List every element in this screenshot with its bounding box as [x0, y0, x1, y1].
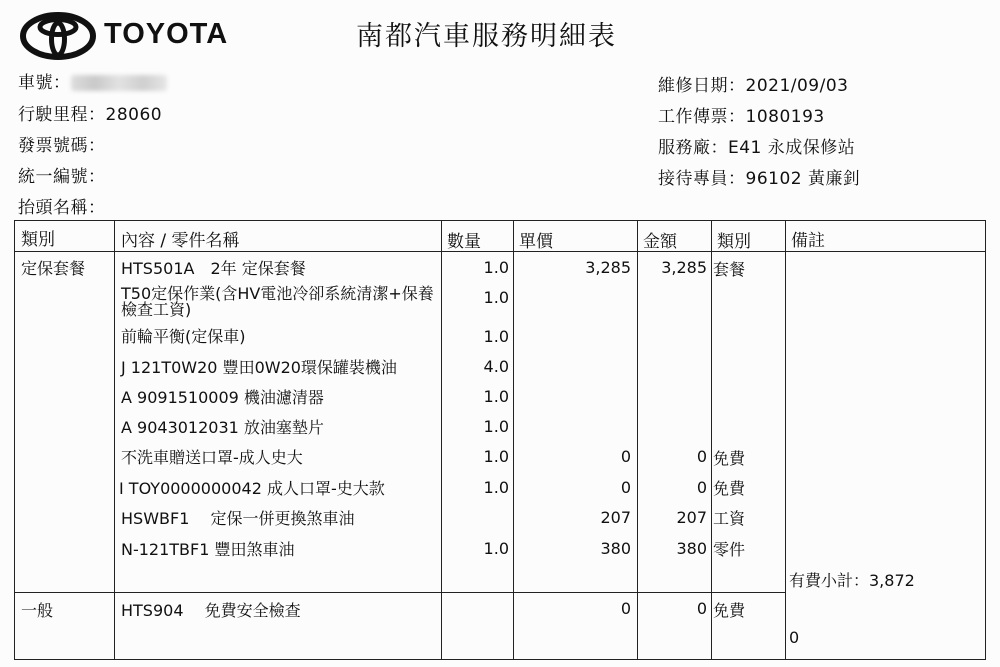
info-value: 1080193: [745, 107, 825, 127]
info-vehicle-number: [18, 68, 167, 93]
info-value: 28060: [105, 105, 163, 125]
item-description: HTS904 免費安全檢查: [121, 601, 301, 620]
group-category: 一般: [21, 601, 54, 620]
item-description: A 9043012031 放油塞墊片: [121, 418, 324, 437]
item-amount: 207: [676, 508, 707, 527]
item-description: N-121TBF1 豐田煞車油: [121, 540, 295, 559]
paid-subtotal: 有費小計：3,872: [789, 571, 915, 590]
toyota-logo: [20, 12, 240, 60]
info-repair-date: [658, 71, 848, 96]
info-value: E41 永成保修站: [728, 138, 856, 158]
info-label: 接待專員：: [658, 169, 746, 189]
item-unit-price: 380: [600, 539, 631, 558]
item-type: 免費: [713, 449, 746, 468]
item-unit-price: 3,285: [585, 258, 631, 277]
info-label: 抬頭名稱：: [18, 198, 106, 218]
toyota-emblem-icon: [20, 12, 96, 60]
item-type: 免費: [713, 479, 746, 498]
info-label: 維修日期：: [658, 76, 746, 96]
item-quantity: 1.0: [483, 327, 509, 346]
header-remarks: 備註: [791, 231, 825, 251]
header-type: 類別: [717, 232, 751, 252]
item-unit-price: 0: [620, 478, 631, 497]
item-description: HTS501A 2年 定保套餐: [121, 259, 306, 278]
item-quantity: 1.0: [483, 539, 509, 558]
column-divider: [114, 221, 115, 659]
header-divider: [15, 251, 985, 252]
info-invoice-number: [18, 131, 106, 156]
group-category: 定保套餐: [21, 259, 86, 278]
info-work-ticket: [658, 102, 825, 127]
item-amount: 0: [696, 478, 707, 497]
item-unit-price: 0: [620, 447, 631, 466]
item-description: A 9091510009 機油濾清器: [121, 388, 324, 407]
header-unit-price: 單價: [519, 232, 553, 252]
item-quantity: 1.0: [483, 258, 509, 277]
info-service-advisor: [658, 164, 860, 189]
header-category: 類別: [21, 230, 55, 250]
column-divider: [637, 221, 638, 659]
info-label: 車號：: [18, 73, 71, 93]
column-divider: [513, 221, 514, 659]
item-amount: 0: [696, 447, 707, 466]
header-quantity: 數量: [447, 232, 481, 252]
item-type: 免費: [713, 601, 746, 620]
service-table: [14, 220, 986, 660]
item-quantity: 1.0: [483, 447, 509, 466]
item-quantity: 4.0: [483, 357, 509, 376]
item-description: J 121T0W20 豐田0W20環保罐裝機油: [121, 358, 397, 377]
logo-text: TOYOTA: [104, 18, 229, 50]
info-label: 服務廠：: [658, 138, 728, 158]
item-type: 套餐: [713, 260, 746, 279]
item-description: I TOY0000000042 成人口罩-史大款: [119, 479, 385, 498]
page-title: 南都汽車服務明細表: [356, 21, 617, 52]
item-amount: 0: [696, 599, 707, 618]
item-type: 零件: [713, 540, 746, 559]
info-tax-id: [18, 162, 106, 187]
redacted-plate: [71, 75, 167, 91]
item-description: 前輪平衡(定保車): [121, 327, 246, 346]
item-quantity: 1.0: [483, 478, 509, 497]
item-quantity: 1.0: [483, 417, 509, 436]
header-description: 內容 / 零件名稱: [121, 231, 240, 251]
info-invoice-title: [18, 193, 106, 218]
item-unit-price: 0: [620, 599, 631, 618]
info-service-plant: [658, 133, 855, 158]
item-unit-price: 207: [600, 508, 631, 527]
item-quantity: 1.0: [483, 387, 509, 406]
header-amount: 金額: [643, 232, 677, 252]
item-description: HSWBF1 定保一併更換煞車油: [121, 509, 355, 528]
info-label: 統一編號：: [18, 167, 106, 187]
item-description: T50定保作業(含HV電池冷卻系統清潔+保養檢查工資): [121, 284, 434, 319]
item-description: 不洗車贈送口罩-成人史大: [121, 448, 303, 467]
info-label: 行駛里程：: [18, 105, 106, 125]
info-value: 2021/09/03: [745, 76, 849, 96]
info-label: 發票號碼：: [18, 136, 106, 156]
info-mileage: [18, 100, 162, 125]
item-type: 工資: [713, 509, 746, 528]
item-amount: 380: [676, 539, 707, 558]
group-remark: 0: [789, 628, 800, 647]
group-divider: [15, 592, 785, 593]
info-value: 96102 黃廉釗: [745, 169, 861, 189]
item-amount: 3,285: [661, 258, 707, 277]
column-divider: [711, 221, 712, 659]
info-label: 工作傳票：: [658, 107, 746, 127]
column-divider: [785, 221, 786, 659]
item-quantity: 1.0: [483, 288, 509, 307]
column-divider: [441, 221, 442, 659]
